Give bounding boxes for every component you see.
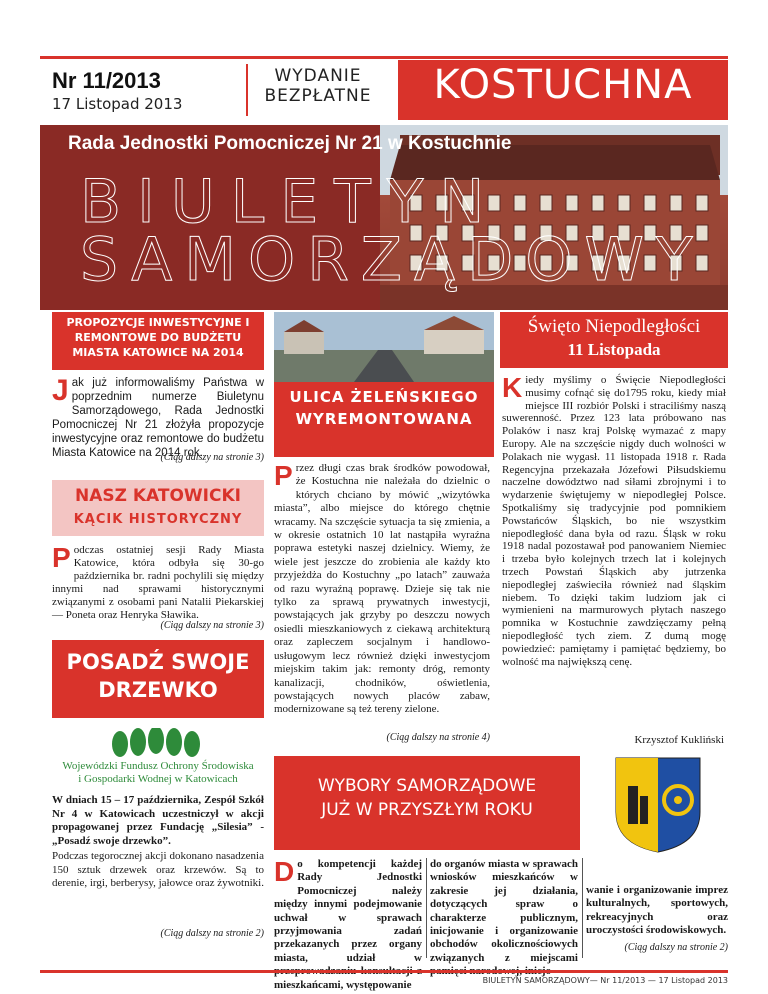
elections-heading-line-1: WYBORY SAMORZĄDOWE [317,776,537,796]
fund-caption-line-2: i Gospodarki Wodnej w Katowicach [78,773,238,785]
tree-continued-note: (Ciąg dalszy na stronie 2) [160,928,264,939]
independence-dropcap: K [502,372,523,403]
elections-column-2: do organów miasta w sprawach wniosków mieszkańców w zakresie jej działania, dotyczących spraw o charakterze publicznym, inicjowanie i organizowanie obchodów okolicznościowych związanych z miejscami [430,858,578,964]
elections-heading-line-2: JUŻ W PRZYSZŁYM ROKU [321,800,533,820]
council-name: Rada Jednostki Pomocniczej Nr 21 w Kostuchnie [68,133,512,154]
elections-col1-text: o kompetencji każdej Rady Jednostki Pomocniczej należy między innymi podejmowanie uchwał w sprawach przyjmowania zadań przekazanych przez organy miasta, udział w mieszkańcami, występowanie [274,858,422,991]
street-heading: ULICA ŻELEŃSKIEGO WYREMONTOWANA [289,388,479,428]
tree-heading: POSADŹ SWOJE DRZEWKO [66,650,250,702]
bulletin-title-line-1: BIULETYN [80,167,501,237]
elections-heading [274,774,580,822]
history-body-text: odczas ostatniej sesji Rady Miasta Katowice, która odbyła się 30-go października br. radni pochylili się między innymi nad sprawami historycznymi związanymi z osobami pani Natalii Piekarskiej — Poneta oraz Henryka Sławika. [52,544,264,621]
street-article [274,462,490,717]
elections-dropcap: D [274,856,295,887]
fund-logo-caption [52,760,264,786]
elections-column-3: wanie i organizowanie imprez kulturalnych, sportowych, rekreacyjnych oraz uroczystości środowiskowych. [586,884,728,937]
issue-date: 17 Listopad 2013 [52,95,183,113]
independence-heading: Święto Niepodległości [527,316,701,337]
invest-article [52,376,264,460]
masthead-divider [246,64,248,116]
tree-article-lead: W dniach 15 – 17 października, Zespół Szkół Nr 4 w Katowicach uczestniczył w akcji propagowanej przez Fundację „Silesia” - „Posadź swoje drzewko”. [52,794,264,847]
invest-heading: PROPOZYCJE INWESTYCYJNE I REMONTOWE DO BUDŻETU MIASTA KATOWICE NA 2014 [66,316,250,359]
invest-continued-note: (Ciąg dalszy na stronie 3) [160,452,264,463]
title-banner [40,125,728,310]
independence-date: 11 Listopada [567,340,661,359]
free-label-line-1: WYDANIE [274,66,362,86]
independence-article [502,374,726,668]
coat-of-arms-icon [588,756,728,854]
independence-author: Krzysztof Kukliński [634,734,724,746]
street-continued-note: (Ciąg dalszy na stronie 4) [386,732,490,743]
street-dropcap: P [274,460,293,491]
column-divider [582,858,583,958]
free-label-line-2: BEZPŁATNE [264,86,372,106]
issue-number: Nr 11/2013 [52,68,161,93]
elections-continued-note: (Ciąg dalszy na stronie 2) [624,942,728,953]
history-corner-title: NASZ KATOWICKI [75,486,241,506]
history-corner-subtitle: KĄCIK HISTORYCZNY [73,512,243,527]
invest-body-text: ak już informowaliśmy Państwa w poprzednim numerze Biuletynu Samorządowego, Rada Jednostki Pomocniczej Nr 21 złożyła propozycje inwestycyjne oraz remontowe do budżetu Miasta Katowice na 2014 rok. [52,377,264,459]
footer-text: BIULETYN SAMORZĄDOWY— Nr 11/2013 — 17 Listopad 2013 [482,976,728,985]
invest-dropcap: J [52,374,69,407]
leaf-logo-icon [60,728,256,760]
bulletin-title-line-2: SAMORZĄDOWY [80,225,705,295]
history-dropcap: P [52,542,71,573]
footer-rule [40,970,728,973]
district-name: KOSTUCHNA [433,62,693,108]
street-illustration [274,312,494,382]
street-body-text: rzez długi czas brak środków powodował, że Kostuchna nie należała do dzielnic o których chciano by mówić „wizytówka miasta”, albo miejsce do którego chętnie wracamy. Na szczęście sytuacja ta się zmienia, a w okresie ostatnich 10 lat nastąpiła wyraźna poprawa estetyki naszej dzielnicy. Wiemy, że wiele jest jeszcze do zrobienia ale każdy kto przyjeżdża do Kostuchny „po latach” zauważa od razu wyraźną poprawę. Dzieje się tak nie tylko za sprawą prywatnych inwestycji, powstających jak grzyby po deszczu nowych osiedli mieszkaniowych z ciekawą architekturą oraz zapleczem socjalnym i handlowo-usługowym lecz również dzięki inwestycjom miejskim takim jak: remonty dróg, remonty kanalizacji, chodników, oświetlenia, powstających nowych placów zabaw, modernizowane są też tereny zielone. [274,462,490,716]
tree-article-body: Podczas tegorocznej akcji dokonano nasadzenia 150 sztuk drzewek oraz krzewów. Są to derenie, irgi, berberysy, jałowce oraz żywotniki. [52,850,264,889]
history-article [52,544,264,622]
independence-body-text: iedy myślimy o Święcie Niepodległości musimy cofnąć się do1795 roku, kiedy miał miejsce III rozbiór Polski i straciliśmy naszą suwerenność. Przez 123 lata próbowano nas Polaków i nasz kraj Polskę wymazać z mapy Europy. Ale na szczęście nigdy duch wolności w Polakach nie wygasł. 11 listopada 1918 r. Rada Regencyjna przekazała Józefowi Piłsudskiemu naczelne dowództwo nad siłami zbrojnymi i to wydarzenie świętujemy w niepodległej Polsce. Spotkaliśmy się tradycyjnie pod pomnikiem Powstańców Śląskich, bo nie wszystkim niepodległość dana była od razu. Śląsk w roku 1918 nadal pozostawał pod panowaniem Niemiec i trzeba było kolejnych trzech lat i kolejnych trzech Powstań Śląskich aby jutrzenka niepodległej zaświeciła również nad śląskim niebem. To dzięki takim ludziom jak ci wymienieni na marmurowych płytach naszego pomnika w Kostuchnie zawdzięczamy pełną niepodległość tych ziem. Z dumą mogę powiedzieć: pamiętamy i pamiętać będziemy, bo wolność ma największą cenę. [502,374,726,668]
street-photo [274,312,494,382]
fund-caption-line-1: Wojewódzki Fundusz Ochrony Środowiska [62,760,254,772]
history-continued-note: (Ciąg dalszy na stronie 3) [160,620,264,631]
top-rule [40,56,728,59]
katowice-crest [588,756,728,854]
column-divider [426,858,427,958]
free-edition-label [256,66,380,106]
